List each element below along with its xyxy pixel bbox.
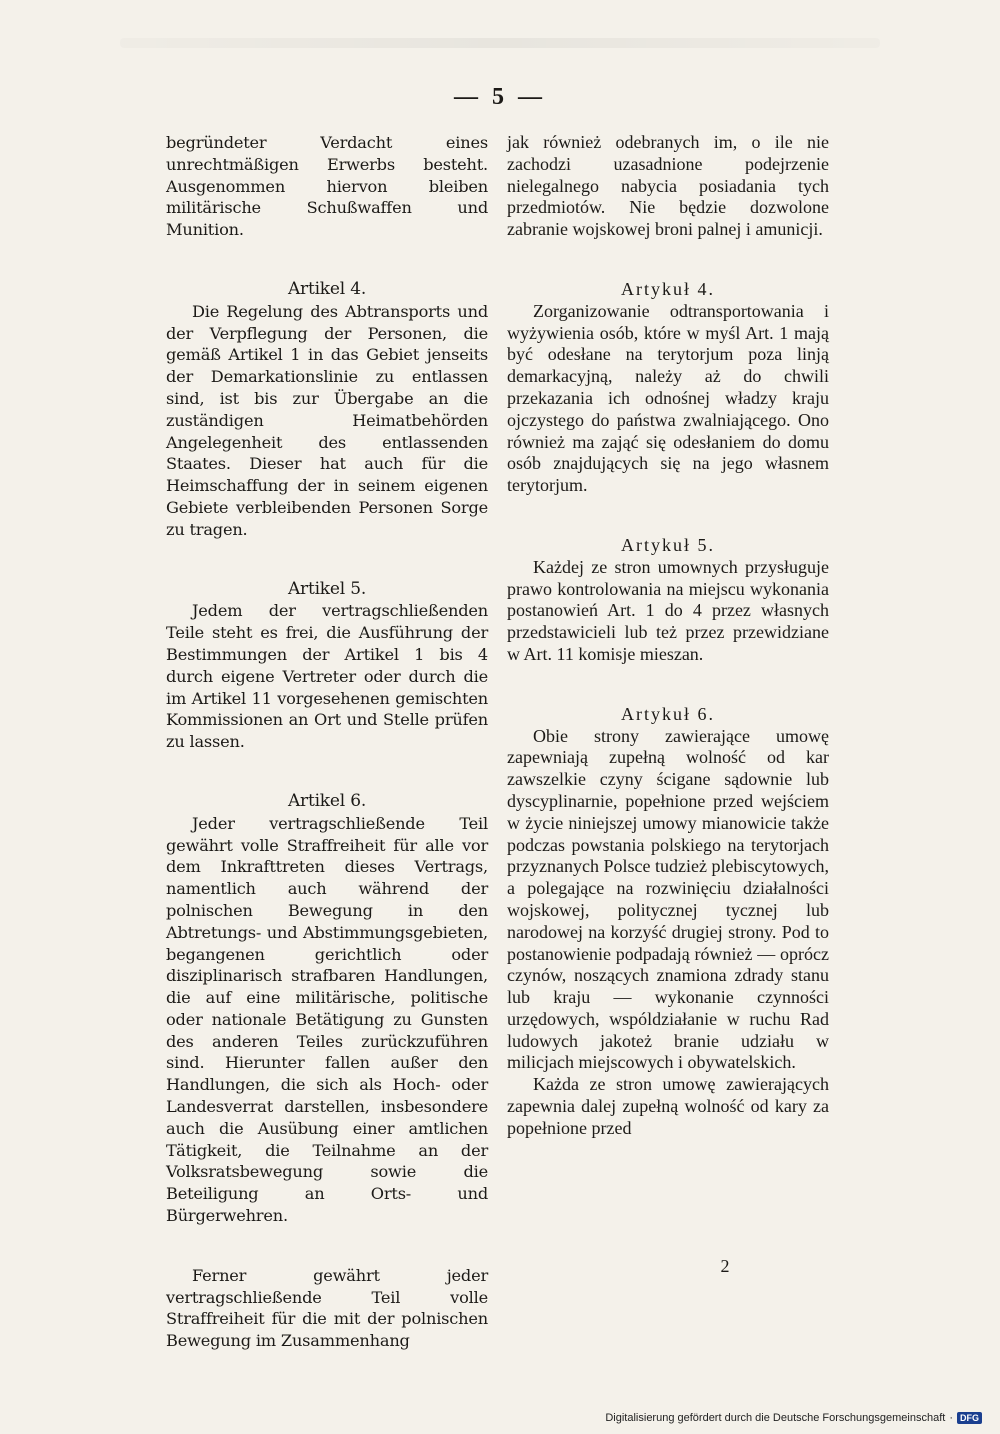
polish-article-6-text-continued: Każda ze stron umowę zawierających zapewnia dalej zupełną wolność od kary za popełnione przed	[507, 1074, 829, 1138]
signature-mark: 2	[720, 1256, 730, 1276]
scan-smudge	[120, 38, 880, 48]
german-article-4-text: Die Regelung des Abtransports und der Verpflegung der Personen, die gemäß Artikel 1 in das Gebiet jenseits der Demarkationslinie zu entlassen sind, ist bis zur Übergabe an die zuständigen Heimatbehörden Angelegenheit des entlassenden Staates. Dieser hat auch für die Heimschaffung der in seinem eigenen Gebiete verbleibenden Personen Sorge zu tragen.	[166, 301, 488, 539]
digitization-footer: Digitalisierung gefördert durch die Deutsche Forschungsgemeinschaft · DFG	[605, 1412, 982, 1424]
paragraph-gap	[166, 1227, 488, 1265]
german-article-6-heading: Artikel 6.	[287, 790, 367, 811]
polish-article-6-heading: Artykuł 6.	[621, 703, 715, 724]
german-column	[166, 132, 488, 1352]
german-article-4-heading: Artikel 4.	[287, 278, 367, 299]
german-article-5-heading: Artikel 5.	[287, 578, 367, 599]
footer-text: Digitalisierung gefördert durch die Deutsche Forschungsgemeinschaft	[605, 1412, 946, 1424]
polish-article-4-heading: Artykuł 4.	[621, 278, 715, 299]
polish-column	[507, 132, 829, 1140]
german-article-6-text-continued: Ferner gewährt jeder vertragschließende Teil volle Straffreiheit für die mit der polnischen Bewegung im Zusammenhang	[166, 1265, 488, 1351]
polish-article-5-heading: Artykuł 5.	[621, 534, 715, 555]
german-article-5-text: Jedem der vertragschließenden Teile steht es frei, die Ausführung der Bestimmungen der Artikel 1 bis 4 durch eigene Vertreter oder durch die im Artikel 11 vorgesehenen gemischten Kommissionen an Ort und Stelle prüfen zu lassen.	[166, 601, 488, 752]
polish-article-5-text: Każdej ze stron umownych przysługuje prawo kontrolowania na miejscu wykonania postanowień Art. 1 do 4 przez własnych przedstawicieli lub też przez przewidziane w Art. 11 komisje mieszan.	[507, 556, 829, 664]
polish-intro: jak również odebranych im, o ile nie zachodzi uzasadnione podejrzenie nielegalnego nabycia posiadania tych przedmiotów. Nie będzie dozwolone zabranie wojskowej broni palnej i amunicji.	[507, 132, 829, 240]
german-intro: begründeter Verdacht eines unrechtmäßigen Erwerbs besteht. Ausgenommen hiervon bleiben militärische Schußwaffen und Munition.	[166, 133, 488, 240]
page-number: — 5 —	[454, 84, 546, 110]
polish-article-6-text: Obie strony zawierające umowę zapewniają zupełną wolność od kar zawszelkie czyny ścigane sądownie lub dyscyplinarnie, popełnione przed wejściem w życie niniejszej umowy mianowicie także podczas powstania polskiego na terytorjach przyznanych Polsce tudzież plebiscytowych, a polegające na rozwinięciu działalności wojskowej, politycznej tycznej lub narodowej na korzyść drugiej strony. Pod to postanowienie podpadają również — oprócz czynów, noszących znamiona zdrady stanu lub kraju — wykonanie czynności urzędowych, wspóldziałanie w ruchu Rad ludowych jakoteż branie udziału w milicjach miejscowych i obywatelskich.	[507, 725, 829, 1073]
polish-article-4-text: Zorganizowanie odtransportowania i wyżywienia osób, które w myśl Art. 1 mają być odesłane na terytorjum poza linją demarkacyjną, należy aż do chwili przekazania ich odnośnej władzy kraju ojczystego do państwa zwalniającego. Ono również ma zająć się odesłaniem do domu osób znajdujących się na jego własnem terytorjum.	[507, 300, 829, 496]
german-article-6-text: Jeder vertragschließende Teil gewährt volle Straffreiheit für alle vor dem Inkrafttreten dieses Vertrags, namentlich auch während der polnischen Bewegung in den Abtretungs- und Abstimmungsgebieten, begangenen gerichtlich oder disziplinarisch strafbaren Handlungen, die auf eine militärische, politische oder nationale Betätigung zu Gunsten des anderen Teiles zurückzuführen sind. Hierunter fallen außer den Handlungen, die sich als Hoch- oder Landesverrat darstellen, insbesondere auch die Ausübung einer amtlichen Tätigkeit, die Teilnahme an der Volksratsbewegung sowie die Beteiligung an Orts- und Bürgerwehren.	[166, 813, 488, 1226]
dfg-logo: DFG	[957, 1412, 982, 1424]
